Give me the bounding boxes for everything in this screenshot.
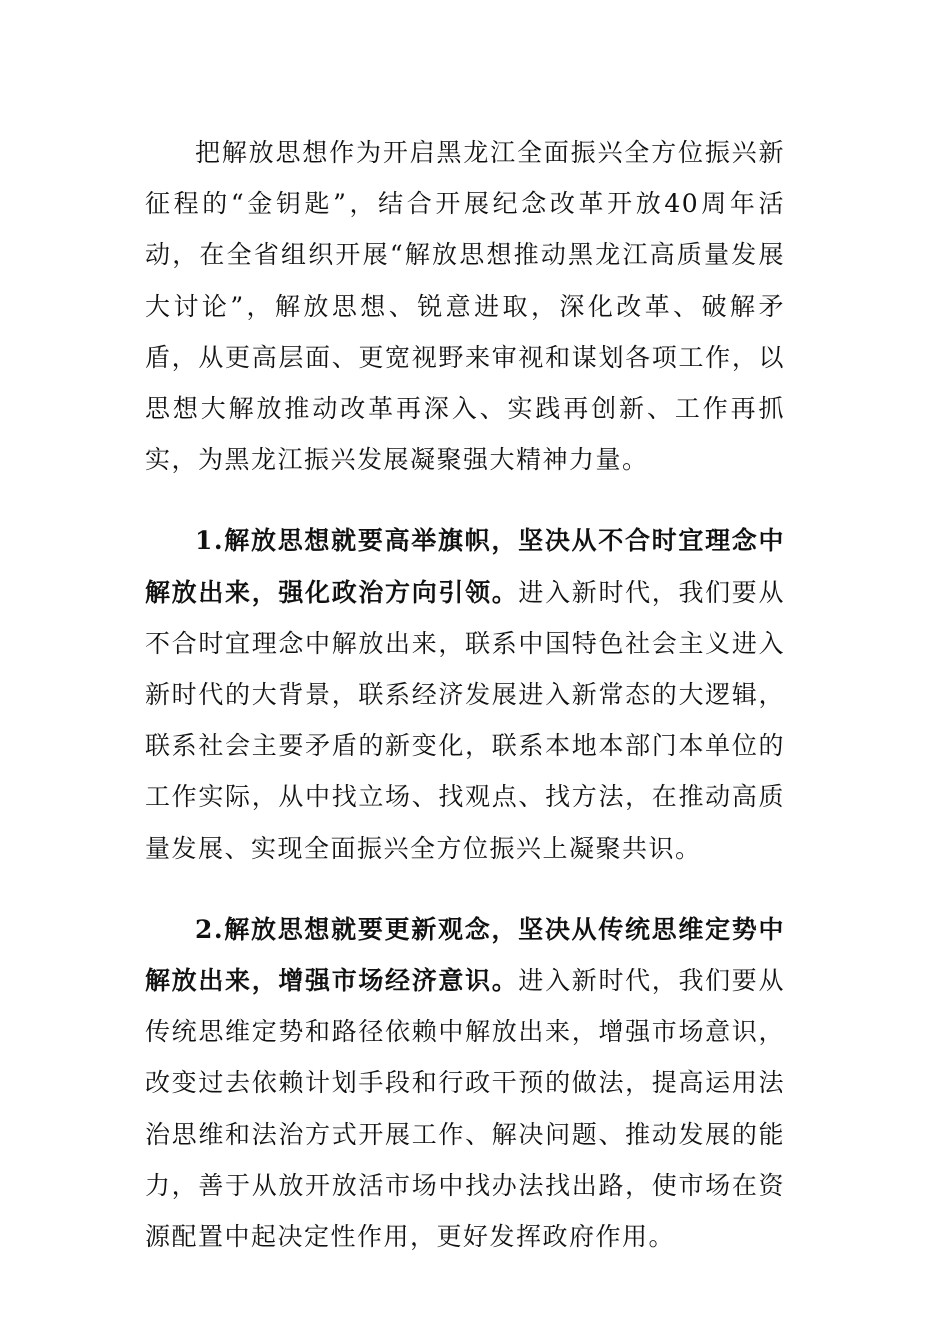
paragraph-intro	[145, 127, 785, 485]
paragraph-point-1	[145, 515, 785, 873]
paragraph-text: 把解放思想作为开启黑龙江全面振兴全方位振兴新征程的“金钥匙”，结合开展纪念改革开放40周年活动，在全省组织开展“解放思想推动黑龙江高质量发展大讨论”，解放思想、锐意进取，深化改革、破解矛盾，从更高层面、更宽视野来审视和谋划各项工作，以思想大解放推动改革再深入、实践再创新、工作再抓实，为黑龙江振兴发展凝聚强大精神力量。	[145, 138, 785, 475]
paragraph-point-2	[145, 904, 785, 1262]
paragraph-lead: 2.解放思想就要更新观念，坚决从传统思维定势中解放出来，增强市场经济意识。	[145, 914, 785, 996]
paragraph-lead: 1.解放思想就要高举旗帜，坚决从不合时宜理念中解放出来，强化政治方向引领。	[145, 526, 785, 607]
document-body	[145, 127, 785, 1262]
paragraph-text: 进入新时代，我们要从不合时宜理念中解放出来，联系中国特色社会主义进入新时代的大背景，联系经济发展进入新常态的大逻辑，联系社会主要矛盾的新变化，联系本地本部门本单位的工作实际，从中找立场、找观点、找方法，在推动高质量发展、实现全面振兴全方位振兴上凝聚共识。	[145, 577, 785, 863]
paragraph-text: 进入新时代，我们要从传统思维定势和路径依赖中解放出来，增强市场意识，改变过去依赖计划手段和行政干预的做法，提高运用法治思维和法治方式开展工作、解决问题、推动发展的能力，善于从放开放活市场中找办法找出路，使市场在资源配置中起决定性作用，更好发挥政府作用。	[145, 966, 785, 1252]
